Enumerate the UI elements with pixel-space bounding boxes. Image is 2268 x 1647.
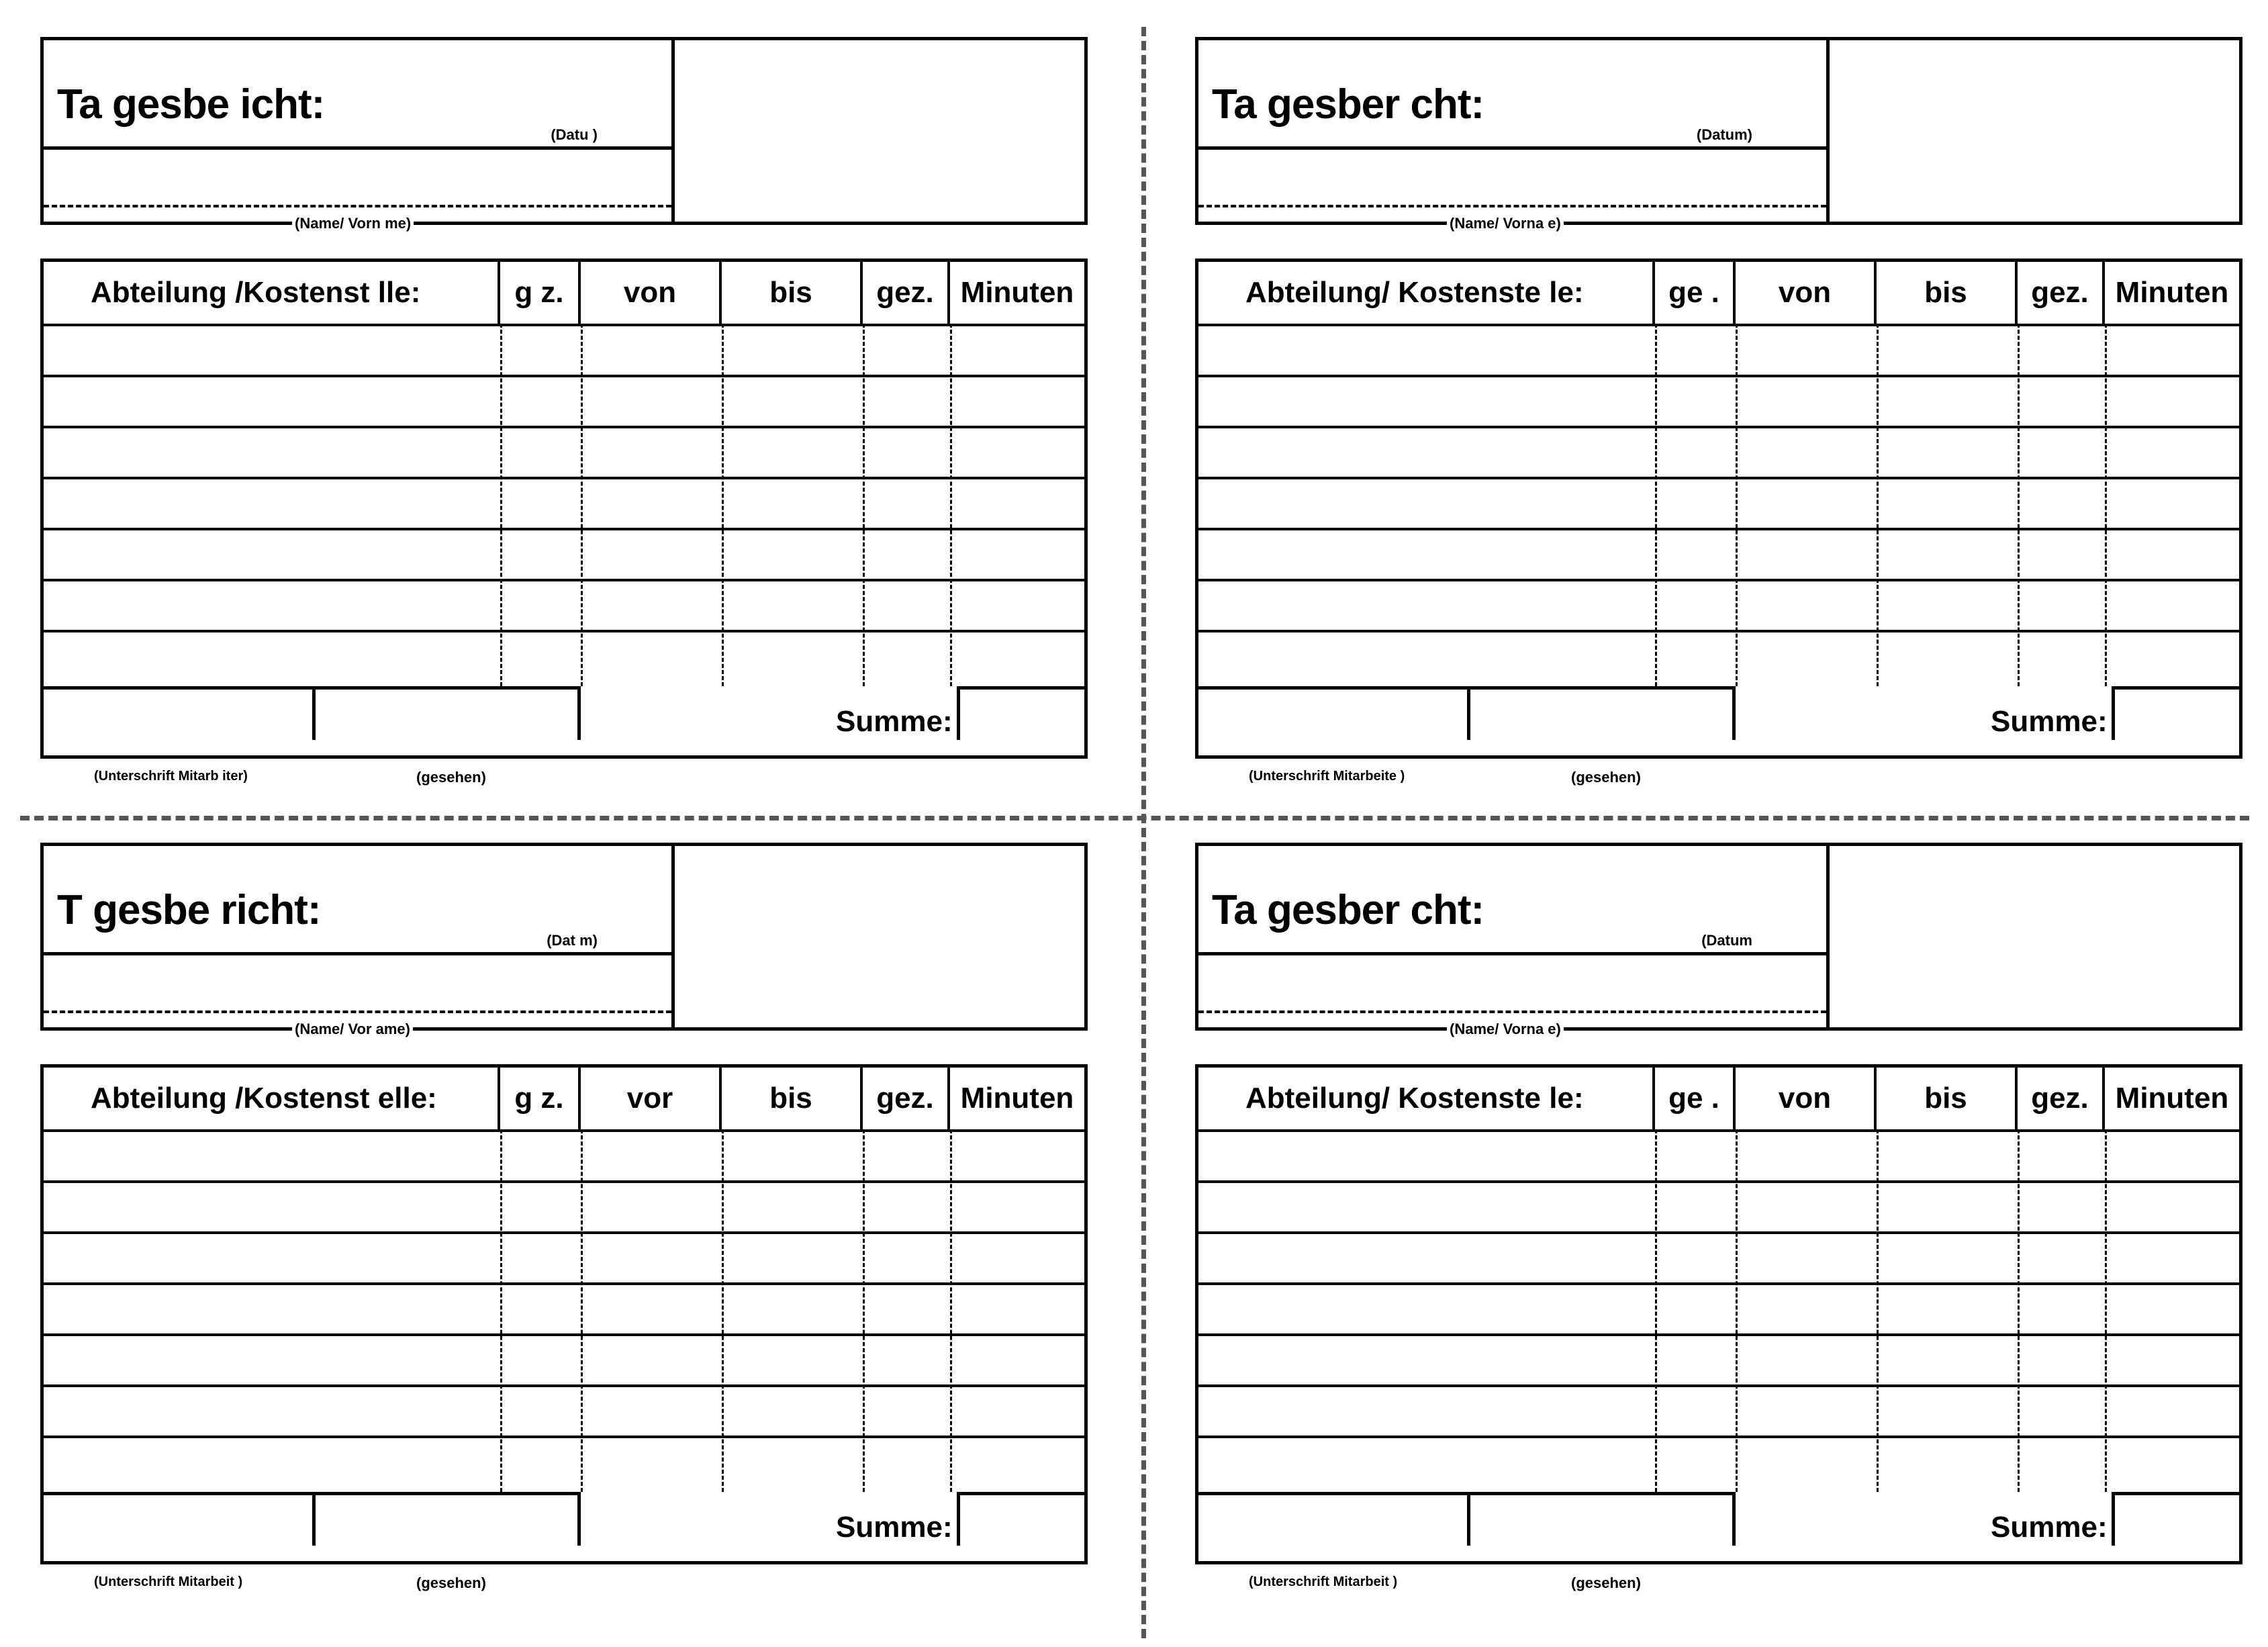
col-header-gez1: ge .: [1655, 262, 1736, 324]
table-row[interactable]: [44, 1180, 1084, 1183]
name-label: (Name/ Vorna e): [1447, 215, 1564, 232]
signature-label: (Unterschrift Mitarbeite ): [1249, 769, 1405, 784]
tagesbericht-form-1: [40, 37, 1115, 789]
header-left: [1198, 846, 1830, 1037]
table-row[interactable]: [44, 324, 1084, 326]
summe-label: Summe:: [1991, 1511, 2108, 1544]
date-field[interactable]: [1198, 952, 1826, 955]
col-header-gez2: gez.: [863, 262, 950, 324]
table-row[interactable]: [1198, 375, 2239, 377]
header-box: [40, 37, 1088, 232]
column-divider: [722, 1129, 724, 1492]
seen-label: (gesehen): [416, 769, 486, 786]
table-row[interactable]: [44, 528, 1084, 530]
col-header-minuten: Minuten: [960, 1082, 1074, 1115]
table-row[interactable]: [1198, 528, 2239, 530]
name-label: (Name/ Vorna e): [1447, 1021, 1564, 1038]
summe-field[interactable]: [957, 686, 1088, 740]
time-table: [1195, 258, 2242, 759]
form-title: Ta gesber cht:: [1212, 81, 1484, 128]
column-divider: [2018, 324, 2020, 686]
name-field[interactable]: [44, 1010, 671, 1013]
seen-label: (gesehen): [1571, 1574, 1641, 1591]
col-header-abteilung: Abteilung /Kostenst elle:: [44, 1068, 500, 1129]
table-row[interactable]: [44, 1384, 1084, 1387]
col-header-gez2: gez.: [2018, 1068, 2105, 1129]
table-row[interactable]: [44, 1231, 1084, 1234]
col-header-von: von: [581, 262, 722, 324]
col-header-von: vor: [581, 1068, 722, 1129]
col-header-abteilung: Abteilung/ Kostenste le:: [1198, 262, 1655, 324]
col-header-bis: bis: [722, 262, 863, 324]
table-row[interactable]: [1198, 1282, 2239, 1285]
name-label: (Name/ Vorn me): [292, 215, 414, 232]
form-title: Ta gesber cht:: [1212, 887, 1484, 933]
signature-label: (Unterschrift Mitarbeit ): [94, 1574, 243, 1589]
signature-label: (Unterschrift Mitarbeit ): [1249, 1574, 1398, 1589]
col-header-gez1: g z.: [500, 262, 581, 324]
form-title: Ta gesbe icht:: [57, 81, 325, 128]
header-box: [40, 843, 1088, 1037]
summe-label: Summe:: [836, 1511, 953, 1544]
tagesbericht-form-2: [1195, 37, 2268, 789]
col-header-bis: bis: [1877, 262, 2018, 324]
header-left: [44, 40, 675, 232]
cut-line-vertical: [1141, 27, 1146, 1638]
table-row[interactable]: [1198, 1333, 2239, 1336]
col-header-minuten: Minuten: [960, 276, 1074, 309]
date-label: (Datum): [1696, 126, 1752, 143]
column-divider: [2018, 1129, 2020, 1492]
name-field[interactable]: [44, 205, 671, 207]
column-divider: [2105, 1129, 2107, 1492]
col-header-abteilung: Abteilung/ Kostenste le:: [1198, 1068, 1655, 1129]
time-table: [40, 1064, 1088, 1564]
signature-divider: [1467, 1495, 1470, 1546]
summe-field[interactable]: [2112, 1492, 2242, 1546]
column-divider: [2105, 324, 2107, 686]
column-divider: [1736, 1129, 1738, 1492]
name-field[interactable]: [1198, 1010, 1826, 1013]
header-box: [1195, 843, 2242, 1037]
table-row[interactable]: [1198, 579, 2239, 581]
column-divider: [581, 324, 583, 686]
table-row[interactable]: [44, 1282, 1084, 1285]
column-divider: [1655, 324, 1657, 686]
column-divider: [722, 324, 724, 686]
table-row[interactable]: [44, 579, 1084, 581]
table-row[interactable]: [44, 630, 1084, 632]
table-row[interactable]: [44, 1129, 1084, 1132]
summe-field[interactable]: [957, 1492, 1088, 1546]
table-row[interactable]: [1198, 477, 2239, 479]
table-row[interactable]: [1198, 426, 2239, 428]
col-header-gez1: ge .: [1655, 1068, 1736, 1129]
table-row[interactable]: [1198, 324, 2239, 326]
time-table: [1195, 1064, 2242, 1564]
table-row[interactable]: [1198, 1231, 2239, 1234]
table-row[interactable]: [1198, 1129, 2239, 1132]
col-header-gez1: g z.: [500, 1068, 581, 1129]
col-header-bis: bis: [722, 1068, 863, 1129]
date-field[interactable]: [44, 146, 671, 150]
date-label: (Dat m): [547, 932, 598, 949]
table-row[interactable]: [1198, 1180, 2239, 1183]
table-row[interactable]: [1198, 1436, 2239, 1438]
col-header-minuten: Minuten: [2115, 1082, 2229, 1115]
form-title: T gesbe richt:: [57, 887, 321, 933]
col-header-bis: bis: [1877, 1068, 2018, 1129]
header-box: [1195, 37, 2242, 232]
table-row[interactable]: [44, 1333, 1084, 1336]
signature-box[interactable]: [44, 686, 581, 740]
column-divider: [581, 1129, 583, 1492]
date-field[interactable]: [1198, 146, 1826, 150]
column-divider: [1736, 324, 1738, 686]
column-divider: [500, 1129, 502, 1492]
table-row[interactable]: [1198, 630, 2239, 632]
column-divider: [500, 324, 502, 686]
table-row[interactable]: [44, 477, 1084, 479]
table-row[interactable]: [1198, 1384, 2239, 1387]
col-header-gez2: gez.: [2018, 262, 2105, 324]
column-divider: [863, 324, 865, 686]
seen-label: (gesehen): [1571, 769, 1641, 786]
column-divider: [1655, 1129, 1657, 1492]
name-label: (Name/ Vor ame): [292, 1021, 413, 1038]
summe-label: Summe:: [836, 705, 953, 738]
col-header-minuten: Minuten: [2115, 276, 2229, 309]
cut-line-horizontal: [20, 816, 2249, 820]
col-header-abteilung: Abteilung /Kostenst lle:: [44, 262, 500, 324]
signature-box[interactable]: [1198, 1492, 1736, 1546]
date-label: (Datu ): [551, 126, 598, 143]
col-header-gez2: gez.: [863, 1068, 950, 1129]
col-header-von: von: [1736, 262, 1877, 324]
column-divider: [1877, 1129, 1879, 1492]
signature-label: (Unterschrift Mitarb iter): [94, 769, 248, 784]
signature-box[interactable]: [44, 1492, 581, 1546]
column-divider: [863, 1129, 865, 1492]
date-label: (Datum: [1701, 932, 1752, 949]
summe-label: Summe:: [1991, 705, 2108, 738]
column-divider: [1877, 324, 1879, 686]
tagesbericht-form-4: [1195, 843, 2268, 1595]
signature-divider: [312, 690, 316, 740]
signature-divider: [312, 1495, 316, 1546]
name-field[interactable]: [1198, 205, 1826, 207]
header-left: [44, 846, 675, 1037]
col-header-von: von: [1736, 1068, 1877, 1129]
signature-box[interactable]: [1198, 686, 1736, 740]
column-divider: [950, 1129, 952, 1492]
tagesbericht-form-3: [40, 843, 1115, 1595]
table-row[interactable]: [44, 1436, 1084, 1438]
header-left: [1198, 40, 1830, 232]
signature-divider: [1467, 690, 1470, 740]
table-row[interactable]: [44, 375, 1084, 377]
summe-field[interactable]: [2112, 686, 2242, 740]
date-field[interactable]: [44, 952, 671, 955]
time-table: [40, 258, 1088, 759]
table-row[interactable]: [44, 426, 1084, 428]
column-divider: [950, 324, 952, 686]
seen-label: (gesehen): [416, 1574, 486, 1591]
